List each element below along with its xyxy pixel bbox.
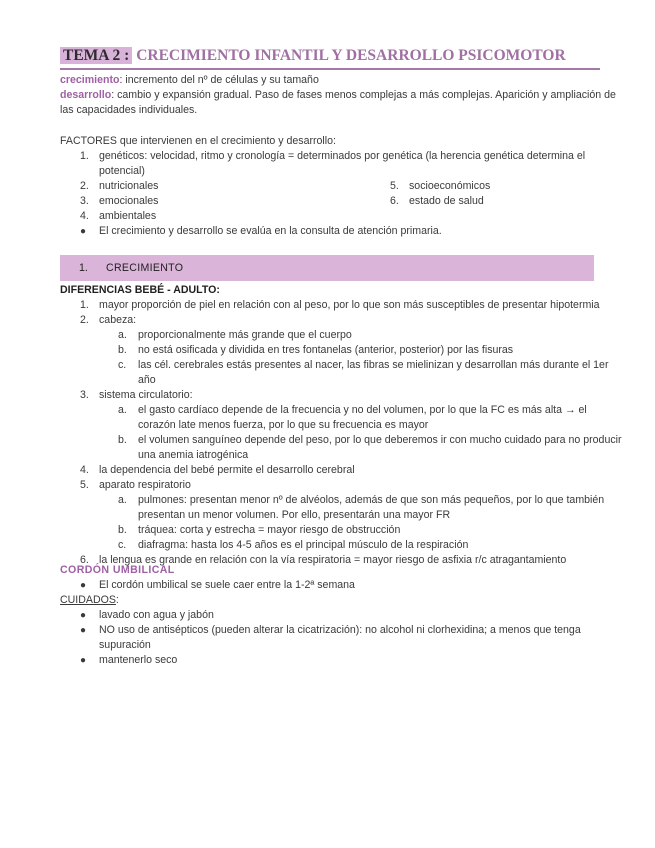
bullet-item: ● NO uso de antisépticos (pueden alterar la cicatrización): no alcohol ni clorhexidina; a menos que tenga supuración bbox=[80, 624, 581, 651]
title-divider bbox=[60, 68, 600, 70]
title-text: CRECIMIENTO INFANTIL Y DESARROLLO PSICOMOTOR bbox=[132, 47, 566, 64]
factores-row bbox=[60, 194, 625, 209]
bullet-icon: ● bbox=[80, 625, 87, 636]
sub-list-item: b. no está osificada y dividida en tres fontanelas (anterior, posterior) por las fisuras bbox=[118, 344, 514, 356]
list-item: 2. nutricionales bbox=[80, 180, 159, 192]
list-item: 3. emocionales bbox=[80, 195, 159, 207]
term-desarrollo: desarrollo bbox=[60, 89, 112, 101]
bullet-item: ● mantenerlo seco bbox=[80, 654, 178, 666]
definitions bbox=[60, 73, 625, 118]
bullet-icon: ● bbox=[80, 580, 87, 591]
section-title: CRECIMIENTO bbox=[106, 262, 184, 274]
term-crecimiento: crecimiento bbox=[60, 74, 120, 86]
list-item: 6. la lengua es grande en relación con la vía respiratoria = mayor riesgo de asfixia r/c atragantamiento bbox=[80, 554, 567, 566]
list-item: 1. genéticos: velocidad, ritmo y cronología = determinados por genética (la herencia genética determina el potencial) bbox=[80, 150, 586, 177]
sub-list-item: c. las cél. cerebrales estás presentes al nacer, las fibras se mielinizan y desarrollan más durante el 1er año bbox=[118, 359, 609, 386]
diferencias-section bbox=[60, 283, 625, 568]
list-item: 5. socioeconómicos bbox=[390, 180, 491, 192]
factores-row bbox=[60, 179, 625, 194]
factores-section bbox=[60, 134, 625, 239]
list-item: 1. mayor proporción de piel en relación con al peso, por lo que son más susceptibles de presentar hipotermia bbox=[80, 299, 600, 311]
bullet-item: ● El cordón umbilical se suele caer entre la 1-2ª semana bbox=[80, 579, 355, 591]
list-item: 2. cabeza: bbox=[80, 314, 137, 326]
definition-crecimiento: crecimiento: incremento del nº de células y su tamaño bbox=[60, 74, 319, 86]
section-number: 1. bbox=[79, 262, 88, 274]
bullet-icon: ● bbox=[80, 655, 87, 666]
list-item: 6. estado de salud bbox=[390, 195, 484, 207]
list-item: 4. ambientales bbox=[80, 210, 157, 222]
bullet-icon: ● bbox=[80, 226, 87, 237]
sub-list-item: b. tráquea: corta y estrecha = mayor riesgo de obstrucción bbox=[118, 524, 401, 536]
bullet-item: ● El crecimiento y desarrollo se evalúa en la consulta de atención primaria. bbox=[80, 225, 442, 237]
list-item: 5. aparato respiratorio bbox=[80, 479, 191, 491]
page-title bbox=[60, 46, 600, 70]
section-header-crecimiento bbox=[60, 255, 594, 281]
bullet-icon: ● bbox=[80, 610, 87, 621]
title-tag: TEMA 2 : bbox=[60, 47, 132, 64]
sub-list-item: a. pulmones: presentan menor nº de alvéolos, además de que son más pequeños, por lo que también presentan un menor volumen. Por ello, presentarán una mayor FR bbox=[118, 494, 605, 521]
sub-list-item: a. el gasto cardíaco depende de la frecuencia y no del volumen, por lo que la FC es más alta → el corazón late menos fuerza, por lo que su frecuencia es mayor bbox=[118, 404, 587, 431]
list-item: 3. sistema circulatorio: bbox=[80, 389, 193, 401]
factores-intro: FACTORES que intervienen en el crecimiento y desarrollo: bbox=[60, 135, 336, 147]
diferencias-heading: DIFERENCIAS BEBÉ - ADULTO: bbox=[60, 284, 220, 296]
sub-list-item: c. diafragma: hasta los 4-5 años es el principal músculo de la respiración bbox=[118, 539, 469, 551]
sub-list-item: a. proporcionalmente más grande que el cuerpo bbox=[118, 329, 352, 341]
sub-list-item: b. el volumen sanguíneo depende del peso, por lo que deberemos ir con mucho cuidado para no producir una anemia iatrogénica bbox=[118, 434, 622, 461]
definition-desarrollo: desarrollo: cambio y expansión gradual. Paso de fases menos complejas a más complejas. Aparición y ampliación de las capacidades individuales. bbox=[60, 89, 616, 116]
cordon-section bbox=[60, 563, 625, 668]
cordon-heading: CORDÓN UMBILICAL bbox=[60, 564, 175, 576]
cuidados-heading: CUIDADOS: bbox=[60, 594, 119, 606]
list-item: 4. la dependencia del bebé permite el desarrollo cerebral bbox=[80, 464, 355, 476]
bullet-item: ● lavado con agua y jabón bbox=[80, 609, 214, 621]
